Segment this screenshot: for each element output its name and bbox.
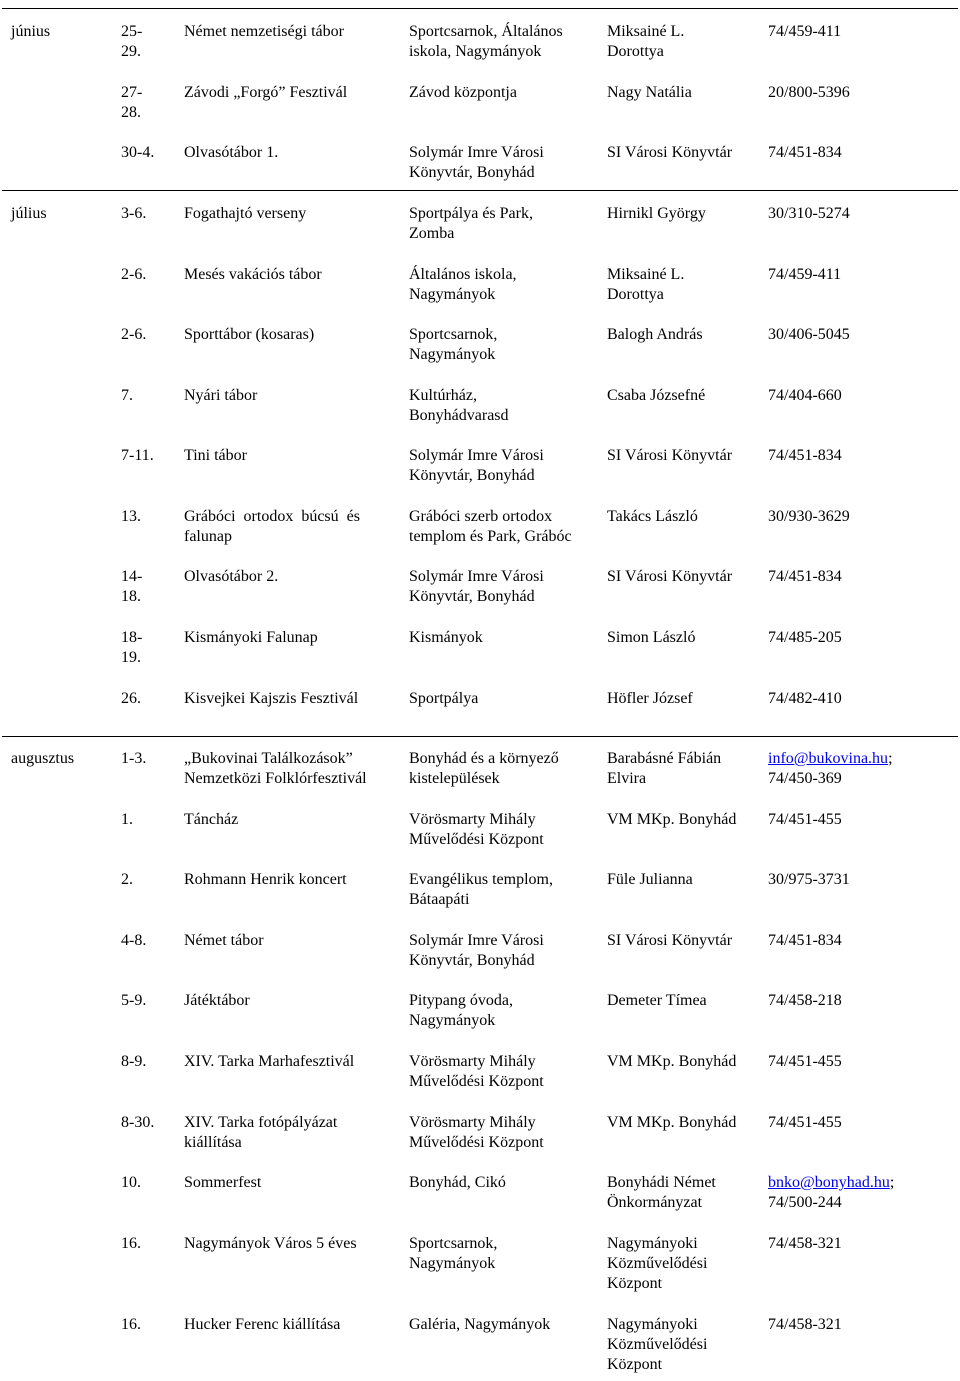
venue-cell: Solymár Imre Városi Könyvtár, Bonyhád xyxy=(409,447,544,484)
contact-cell xyxy=(768,1052,953,1072)
contact-cell xyxy=(768,931,953,951)
contact-cell xyxy=(768,870,953,890)
contact-cell xyxy=(768,1173,953,1213)
organizer-cell: SI Városi Könyvtár xyxy=(607,568,733,585)
month-cell: július xyxy=(11,205,47,222)
organizer-cell: Höfler József xyxy=(607,690,693,707)
contact-cell xyxy=(768,507,953,527)
event-cell xyxy=(184,931,399,951)
date-cell: 4-8. xyxy=(121,932,147,949)
section-divider xyxy=(2,8,958,9)
phone-number: 74/482-410 xyxy=(768,690,842,707)
event-line: falunap xyxy=(184,528,232,545)
event-line: Nyári tábor xyxy=(184,387,258,404)
phone-number: 74/451-834 xyxy=(768,144,842,161)
event-line: Grábóci ortodox búcsú és xyxy=(184,508,360,525)
event-line: Sporttábor (kosaras) xyxy=(184,326,315,343)
date-cell: 2. xyxy=(121,871,133,888)
event-cell xyxy=(184,1052,399,1072)
event-line: Hucker Ferenc kiállítása xyxy=(184,1316,341,1333)
event-cell xyxy=(184,1315,399,1335)
event-cell xyxy=(184,628,399,648)
venue-cell: Sportcsarnok, Nagymányok xyxy=(409,1235,498,1272)
organizer-cell: Takács László xyxy=(607,508,698,525)
organizer-cell: Hirnikl György xyxy=(607,205,706,222)
event-line: Német nemzetiségi tábor xyxy=(184,23,344,40)
phone-number: 74/451-455 xyxy=(768,1114,842,1131)
venue-cell: Vörösmarty Mihály Művelődési Központ xyxy=(409,1114,544,1151)
date-cell: 7. xyxy=(121,387,133,404)
organizer-cell: SI Városi Könyvtár xyxy=(607,144,733,161)
venue-cell: Galéria, Nagymányok xyxy=(409,1316,551,1333)
venue-cell: Solymár Imre Városi Könyvtár, Bonyhád xyxy=(409,568,544,605)
organizer-cell: VM MKp. Bonyhád xyxy=(607,811,737,828)
venue-cell: Vörösmarty Mihály Művelődési Központ xyxy=(409,1053,544,1090)
venue-cell: Sportcsarnok, Nagymányok xyxy=(409,326,498,363)
contact-separator: ; xyxy=(889,1174,895,1191)
organizer-cell: Csaba Józsefné xyxy=(607,387,706,404)
event-line: Kisvejkei Kajszis Fesztivál xyxy=(184,690,359,707)
event-line: Nemzetközi Folklórfesztivál xyxy=(184,770,367,787)
contact-cell xyxy=(768,386,953,406)
date-cell: 16. xyxy=(121,1316,141,1333)
month-cell: június xyxy=(11,23,51,40)
event-line: „Bukovinai Találkozások” xyxy=(184,750,353,767)
organizer-cell: Balogh András xyxy=(607,326,703,343)
phone-number: 74/451-834 xyxy=(768,447,842,464)
event-line: Olvasótábor 1. xyxy=(184,144,279,161)
event-cell xyxy=(184,507,399,547)
venue-cell: Bonyhád és a környező kistelepülések xyxy=(409,750,559,787)
organizer-cell: SI Városi Könyvtár xyxy=(607,932,733,949)
date-cell: 25- 29. xyxy=(121,23,143,60)
phone-number: 30/975-3731 xyxy=(768,871,850,888)
contact-cell xyxy=(768,567,953,587)
event-line: Sommerfest xyxy=(184,1174,262,1191)
event-line: kiállítása xyxy=(184,1134,242,1151)
date-cell: 10. xyxy=(121,1174,141,1191)
event-line: Rohmann Henrik koncert xyxy=(184,871,347,888)
date-cell: 3-6. xyxy=(121,205,147,222)
date-cell: 1. xyxy=(121,811,133,828)
event-cell xyxy=(184,749,399,789)
date-cell: 13. xyxy=(121,508,141,525)
event-line: Nagymányok Város 5 éves xyxy=(184,1235,357,1252)
phone-number: 74/451-834 xyxy=(768,568,842,585)
phone-number: 74/485-205 xyxy=(768,629,842,646)
venue-cell: Sportpálya és Park, Zomba xyxy=(409,205,533,242)
venue-cell: Solymár Imre Városi Könyvtár, Bonyhád xyxy=(409,932,544,969)
contact-cell xyxy=(768,325,953,345)
contact-cell xyxy=(768,265,953,285)
phone-number: 30/310-5274 xyxy=(768,205,850,222)
event-line: XIV. Tarka fotópályázat xyxy=(184,1114,338,1131)
organizer-cell: Nagymányoki Közművelődési Központ xyxy=(607,1235,708,1292)
venue-cell: Vörösmarty Mihály Művelődési Központ xyxy=(409,811,544,848)
contact-cell xyxy=(768,1315,953,1335)
month-cell: augusztus xyxy=(11,750,75,767)
date-cell: 8-9. xyxy=(121,1053,147,1070)
event-cell xyxy=(184,22,399,42)
contact-cell xyxy=(768,1113,953,1133)
email-link[interactable]: bnko@bonyhad.hu xyxy=(768,1174,890,1191)
phone-number: 30/930-3629 xyxy=(768,508,850,525)
event-cell xyxy=(184,1173,399,1193)
date-cell: 27- 28. xyxy=(121,84,143,121)
venue-cell: Sportcsarnok, Általános iskola, Nagymányok xyxy=(409,23,563,60)
event-cell xyxy=(184,325,399,345)
venue-cell: Závod központja xyxy=(409,84,517,101)
phone-number: 74/404-660 xyxy=(768,387,842,404)
contact-cell xyxy=(768,22,953,42)
venue-cell: Evangélikus templom, Bátaapáti xyxy=(409,871,553,908)
contact-cell xyxy=(768,628,953,648)
date-cell: 1-3. xyxy=(121,750,147,767)
phone-number: 20/800-5396 xyxy=(768,84,850,101)
organizer-cell: VM MKp. Bonyhád xyxy=(607,1114,737,1131)
event-line: XIV. Tarka Marhafesztivál xyxy=(184,1053,355,1070)
event-line: Mesés vakációs tábor xyxy=(184,266,322,283)
phone-number: 74/458-321 xyxy=(768,1316,842,1333)
event-line: Závodi „Forgó” Fesztivál xyxy=(184,84,348,101)
date-cell: 18- 19. xyxy=(121,629,143,666)
event-cell xyxy=(184,689,399,709)
event-cell xyxy=(184,204,399,224)
venue-cell: Pitypang óvoda, Nagymányok xyxy=(409,992,513,1029)
phone-number: 74/451-455 xyxy=(768,1053,842,1070)
date-cell: 26. xyxy=(121,690,141,707)
organizer-cell: SI Városi Könyvtár xyxy=(607,447,733,464)
event-line: Fogathajtó verseny xyxy=(184,205,307,222)
section-divider xyxy=(2,736,958,737)
phone-number: 74/459-411 xyxy=(768,266,842,283)
phone-number: 74/459-411 xyxy=(768,23,842,40)
phone-number: 74/458-218 xyxy=(768,992,842,1009)
date-cell: 7-11. xyxy=(121,447,154,464)
venue-cell: Kultúrház, Bonyhádvarasd xyxy=(409,387,509,424)
event-cell xyxy=(184,1113,399,1153)
contact-cell xyxy=(768,991,953,1011)
contact-cell xyxy=(768,689,953,709)
date-cell: 16. xyxy=(121,1235,141,1252)
email-link[interactable]: info@bukovina.hu xyxy=(768,750,889,767)
event-cell xyxy=(184,870,399,890)
organizer-cell: Simon László xyxy=(607,629,696,646)
event-cell xyxy=(184,991,399,1011)
date-cell: 8-30. xyxy=(121,1114,155,1131)
venue-cell: Kismányok xyxy=(409,629,483,646)
phone-number: 74/451-455 xyxy=(768,811,842,828)
organizer-cell: Nagy Natália xyxy=(607,84,692,101)
organizer-cell: Miksainé L. Dorottya xyxy=(607,23,685,60)
contact-cell xyxy=(768,1234,953,1254)
venue-cell: Solymár Imre Városi Könyvtár, Bonyhád xyxy=(409,144,544,181)
venue-cell: Grábóci szerb ortodox templom és Park, Grábóc xyxy=(409,508,572,545)
date-cell: 2-6. xyxy=(121,326,147,343)
organizer-cell: Füle Julianna xyxy=(607,871,693,888)
date-cell: 2-6. xyxy=(121,266,147,283)
date-cell: 14- 18. xyxy=(121,568,143,605)
phone-number: 74/458-321 xyxy=(768,1235,842,1252)
event-line: Kismányoki Falunap xyxy=(184,629,318,646)
event-line: Játéktábor xyxy=(184,992,250,1009)
event-cell xyxy=(184,265,399,285)
event-line: Tini tábor xyxy=(184,447,247,464)
contact-cell xyxy=(768,810,953,830)
event-cell xyxy=(184,386,399,406)
phone-number: 74/500-244 xyxy=(768,1194,842,1211)
event-cell xyxy=(184,143,399,163)
organizer-cell: Bonyhádi Német Önkormányzat xyxy=(607,1174,716,1211)
organizer-cell: Demeter Tímea xyxy=(607,992,707,1009)
organizer-cell: Miksainé L. Dorottya xyxy=(607,266,685,303)
event-cell xyxy=(184,1234,399,1254)
event-line: Olvasótábor 2. xyxy=(184,568,279,585)
event-cell xyxy=(184,567,399,587)
venue-cell: Bonyhád, Cikó xyxy=(409,1174,506,1191)
phone-number: 74/450-369 xyxy=(768,770,842,787)
event-cell xyxy=(184,446,399,466)
event-cell xyxy=(184,810,399,830)
date-cell: 30-4. xyxy=(121,144,155,161)
event-line: Német tábor xyxy=(184,932,264,949)
venue-cell: Sportpálya xyxy=(409,690,479,707)
contact-cell xyxy=(768,204,953,224)
contact-cell xyxy=(768,749,953,789)
organizer-cell: Barabásné Fábián Elvira xyxy=(607,750,722,787)
phone-number: 30/406-5045 xyxy=(768,326,850,343)
section-divider xyxy=(2,190,958,191)
organizer-cell: Nagymányoki Közművelődési Központ xyxy=(607,1316,708,1373)
phone-number: 74/451-834 xyxy=(768,932,842,949)
organizer-cell: VM MKp. Bonyhád xyxy=(607,1053,737,1070)
event-line: Táncház xyxy=(184,811,239,828)
contact-cell xyxy=(768,83,953,103)
date-cell: 5-9. xyxy=(121,992,147,1009)
contact-cell xyxy=(768,446,953,466)
contact-cell xyxy=(768,143,953,163)
venue-cell: Általános iskola, Nagymányok xyxy=(409,266,517,303)
contact-separator: ; xyxy=(888,750,893,767)
event-cell xyxy=(184,83,399,103)
